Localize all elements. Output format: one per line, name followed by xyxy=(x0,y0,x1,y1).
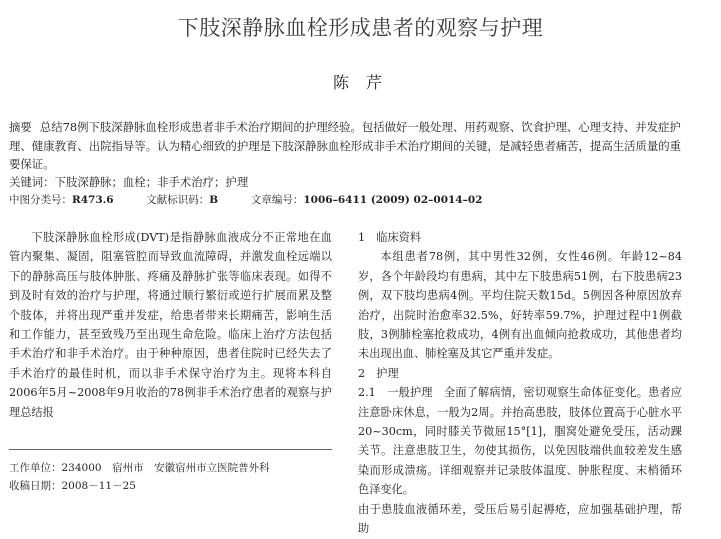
article-number-label: 文章编号： xyxy=(250,194,304,206)
abstract-text: 总结78例下肢深静脉血栓形成患者非手术治疗期间的护理经验。包括做好一般处理、用药观察、饮食护理、心理支持、并发症护理、健康教育、出院指导等。认为精心细致的护理是下肢深静脉血栓形成非手术治疗期间的关键，是减轻患者痛苦，提高生活质量的重要保证。 xyxy=(9,120,682,171)
keywords: 关键词：下肢深静脉；血栓；非手术治疗；护理 xyxy=(9,175,249,189)
right-column xyxy=(358,228,682,539)
clc-value: R473.6 xyxy=(72,194,114,206)
section-2-heading: 2 护理 xyxy=(358,366,399,380)
article-title: 下肢深静脉血栓形成患者的观察与护理 xyxy=(177,16,544,40)
abstract xyxy=(9,118,685,174)
footnote-date: 收稿日期：2008－11－25 xyxy=(9,480,136,492)
doc-code-value: B xyxy=(209,194,219,206)
section-1-heading: 1 临床资料 xyxy=(358,231,422,244)
doc-code-label: 文献标识码： xyxy=(146,194,210,206)
footnote-rule xyxy=(9,449,332,450)
left-column xyxy=(9,228,332,422)
intro-paragraph: 下肢深静脉血栓形成(DVT)是指静脉血液成分不正常地在血管内聚集、凝固，阻塞管腔而导致血流障碍，并激发血栓远端以下的静脉高压与肢体肿胀、疼痛及静脉扩张等临床表现。如得不到及时有效的治疗与护理，将通过顺行繁衍或逆行扩展而累及整个肢体，并将出现严重并发症，给患者带来长期痛苦，影响生活和工作能力，甚至致残乃至出现生命危险。临床上治疗方法包括手术治疗和非手术治疗。由于种种原因，患者住院时已经失去了手术治疗的最佳时机，而以非手术保守治疗为主。现将本科自2006年5月~2008年9月收治的78例非手术治疗患者的观察与护理总结报 xyxy=(9,231,332,419)
section-1-text: 本组患者78例，其中男性32例，女性46例。年龄12~84岁，各个年龄段均有患病，其中左下肢患病51例，右下肢患病23例，双下肢均患病4例。平均住院天数15d。5例因各种原因放弃治疗，出院时治愈率32.5%，好转率59.7%，护理过程中1例截肢，3例肺栓塞抢救成功，4例有出血倾向抢救成功，其他患者均未出现出血、肺栓塞及其它严重并发症。 xyxy=(358,250,682,361)
abstract-label: 摘要 xyxy=(9,120,32,134)
author-name: 陈 芹 xyxy=(332,73,389,92)
clc-label: 中图分类号： xyxy=(9,194,72,206)
section-2-tail: 由于患肢血液循环差，受压后易引起褥疮，应加强基础护理，帮助 xyxy=(358,502,682,536)
footnote-unit: 工作单位：234000 宿州市 安徽宿州市立医院普外科 xyxy=(9,462,270,474)
classification-info xyxy=(9,192,482,207)
article-number-value: 1006–6411 (2009) 02–0014–02 xyxy=(303,194,483,206)
section-2-text: 2.1 一般护理 全面了解病情，密切观察生命体征变化。患者应注意卧床休息，一般为2周。并抬高患肢，肢体位置高于心脏水平20~30cm，同时膝关节微屈15°[1]，腘窝处避免受压，活动踝关节。注意患肢卫生，勿使其损伤，以免因肢端供血较差发生感染而形成溃疡。详细观察并记录肢体温度、肿胀程度、末梢循环色泽变化。 xyxy=(358,386,682,497)
